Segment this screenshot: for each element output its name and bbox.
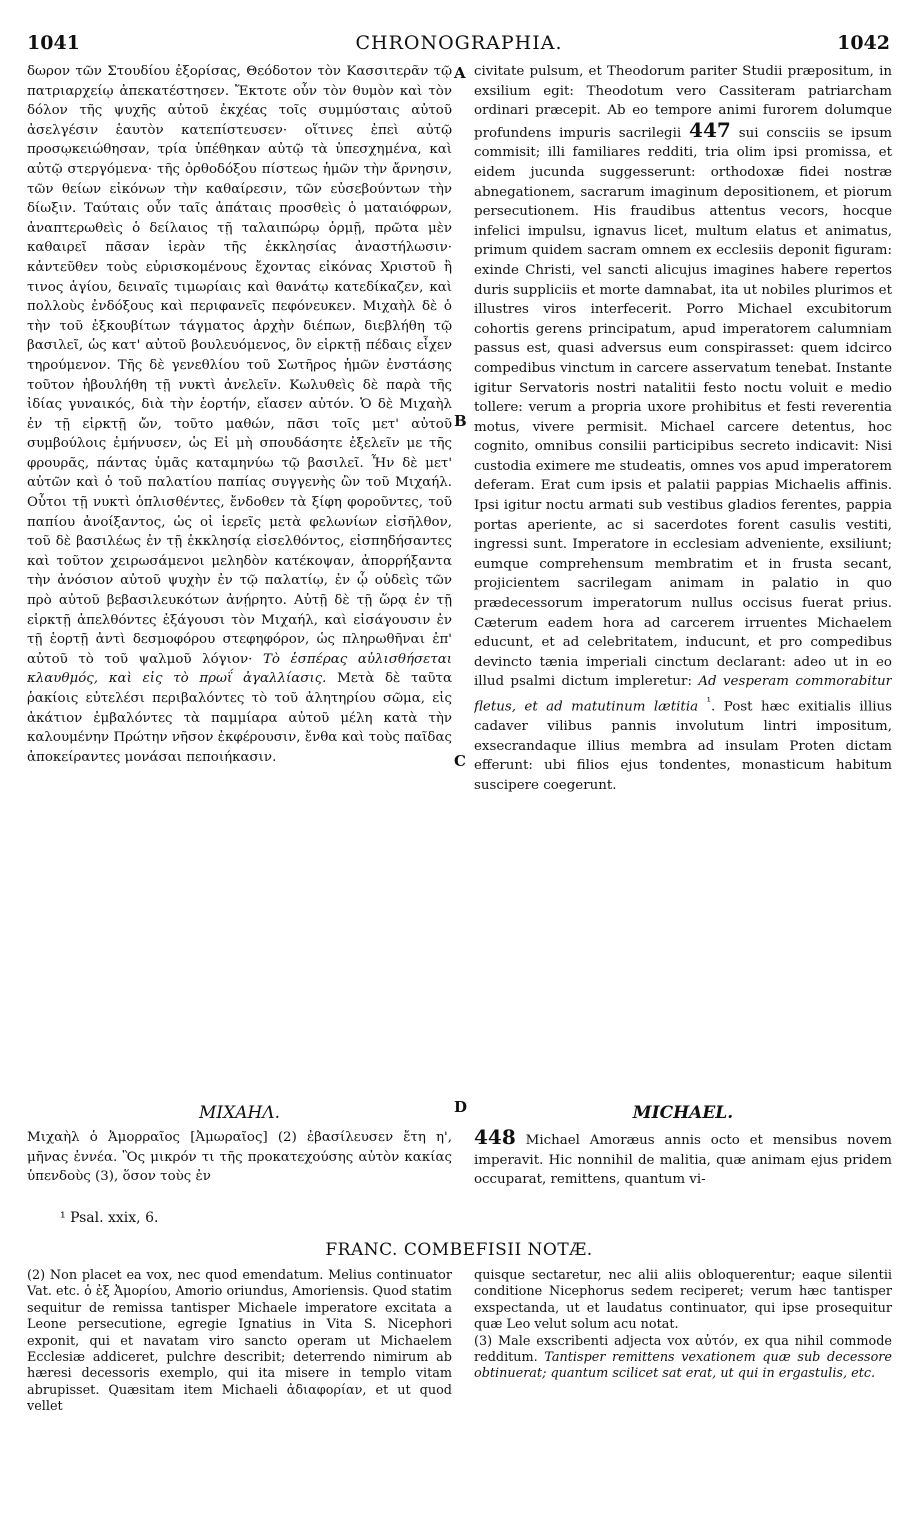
note-3-text: [474, 1334, 892, 1383]
notes-right-column: [474, 1268, 892, 1528]
margin-letter-b: B: [454, 412, 467, 430]
latin-text-end: . Post hæc exitialis illius cadaver vilibus pannis involutum lintri impositum, exsecrandaque illius membra ad insulam Proten dictam efferunt: ubi filios ejus tondentes, monasticum habitum suscipere coegerunt.: [474, 699, 892, 793]
latin-text-b: sui consciis se ipsum commisit; illi familiares redditi, tria olim ipsi promissa, et eidem jucunda suggesserunt: orthodoxæ fidei nostræ abnegationem, sacrarum imaginum depositionem, et piorum persecutionem. His fraudibus attentus vecors, hocque infelici impulsu, ignavus licet, multum elatus et animatus, primum quidem sacram omnem ex ecclesiis deponit figuram: exinde Christi, vel sancti alicujus imagines habere repertos duris suppliciis et morte damnabat, ita ut nobiles plurimos et illustres viros interfecerit. Porro Michael excubitorum cohortis gerens principatum, apud imperatorem calumniam passus est, quasi adversus eum conspirasset: quem idcirco compedibus vinctum in carcere asservatum tenebat. Instante igitur Servatoris nostri natalitii festo noctu voluit e medio tollere: verum a propria uxore prohibitus et festi reverentia motus, vivere permisit. Michael carcere detentus, hoc cognito, omnibus consilii participibus secreto indicavit: Nisi custodia eximere me studeatis, omnes vos apud imperatorem deferam. Erat cum ipsis et palatii pappias Michaelis affinis. Ipsi igitur noctu armati sub vestibus gladios ferentes, pappia portas aperiente, ac si sacerdotes forent casulis vestiti, ingressi sunt. Imperatore in ecclesiam adveniente, exsiliunt; eumque comprehensum membratim et in frusta secant, projicientem sacrilegam animam in palatio in quo prædecessorum imperatorum nullus occisus fuerat prius. Cæterum eadem hora ad carcerem irruentes Michaelem educunt, et ad celebritatem, inducunt, et pro compedibus devincto tænia imperiali cinctum declarant: adeo ut in eo illud psalmi dictum impleretur:: [474, 125, 892, 690]
footnote-ref: ¹: [706, 695, 712, 708]
marginal-number-448: 448: [474, 1128, 516, 1149]
note-3-italic: Tantisper remittens vexationem quæ sub decessore obtinuerat; quantum scilicet sat erat, ut qui in ergastulis, etc.: [474, 1350, 892, 1382]
greek-column-top: [27, 62, 452, 1094]
greek-psalm-quote: Τὸ ἑσπέρας αὐλισθήσεται κλαυθμός, καὶ εἰς τὸ πρωΐ ἀγαλλίασις.: [27, 651, 452, 687]
note-3-roman: (3) Male exscribenti adjecta vox αὐτόν, ex qua nihil commode redditum.: [474, 1333, 892, 1366]
latin-column-michael: [474, 1128, 892, 1198]
running-title: CHRONOGRAPHIA.: [355, 32, 563, 54]
greek-column-michael: [27, 1128, 452, 1198]
greek-text-end: Μετὰ δὲ ταῦτα ῥακίοις εὐτελέσι περιβαλόντες τὸ τοῦ ἀλητηρίου σῶμα, εἰς ἀκάτιον ἐμβαλόντες τὰ παμμίαρα αὐτοῦ μέλη κατὰ τὴν καλουμένην Πρώτην νῆσον ἐκφέρουσιν, ἔνθα καὶ τοὺς παῖδας ἀποκείραντες μονάσαι πεποιήκασιν.: [27, 671, 452, 765]
section-title-latin: MICHAEL.: [632, 1103, 734, 1123]
latin-michael-text: Michael Amoræus annis octo et mensibus novem imperavit. Hic nonnihil de malitia, quæ animam ejus pridem occuparat, remittens, quantum vi-: [474, 1133, 892, 1188]
marginal-number-447: 447: [689, 117, 731, 142]
section-title-greek: ΜΙΧΑΗΛ.: [198, 1103, 280, 1123]
page-number-left: 1041: [27, 32, 80, 54]
margin-letter-c: C: [454, 752, 466, 770]
latin-column-top: [474, 62, 892, 1094]
greek-michael-text: Μιχαὴλ ὁ Ἀμορραῖος [Ἀμωραῖος] (2) ἐβασίλευσεν ἔτη η', μῆνας ἐννέα. Ὃς μικρόν τι τῆς προκατεχούσης αὐτὸν κακίας ὑπενδοὺς (3), ὅσον τοὺς ἐν: [27, 1130, 452, 1185]
footnote: ¹ Psal. xxix, 6.: [60, 1210, 159, 1226]
notes-title: FRANC. COMBEFISII NOTÆ.: [325, 1240, 593, 1260]
latin-text-a: civitate pulsum, et Theodorum pariter Studii præpositum, in exsilium egit: Theodotum vero Cassiteram patriarcham ordinari præcepit. Ab eo tempore animi furorem dolumque profundens impuris sacrilegii: [474, 64, 892, 141]
margin-letter-a: A: [454, 64, 466, 82]
page-header: [0, 32, 918, 62]
note-2-text: (2) Non placet ea vox, nec quod emendatum. Melius continuator Vat. etc. ὁ ἐξ Ἀμορίου, Amorio oriundus, Amoriensis. Quod statim sequitur de remissa tantisper Michaele imperatore excitata a Leone persecutione, egregie Ignatius in Vita S. Nicephori exponit, qui et navatam viro sancto operam ut Michaelem Ecclesiæ addiceret, pulchre describit; deterrendo nimirum ab hæresi decessoris exemplo, qui ita misere in templo vitam abrupisset. Quæsitam item Michaeli ἀδιαφορίαν, et ut quod vellet: [27, 1268, 452, 1415]
notes-left-column: [27, 1268, 452, 1528]
latin-psalm-quote: Ad vesperam commorabitur fletus, et ad matutinum lætitia: [474, 674, 892, 715]
page-number-right: 1042: [837, 32, 890, 54]
note-2-continuation: quisque sectaretur, nec alii aliis obloquerentur; eaque silentii conditione Nicephorus sedem reciperet; verum hæc tantisper exspectanda, ut et laudatus continuator, qui ipse prosequitur quæ Leo velut solum acu notat.: [474, 1268, 892, 1333]
greek-text: δωρον τῶν Στουδίου ἐξορίσας, Θεόδοτον τὸν Κασσιτερᾶν τῷ πατριαρχείῳ ἀπεκατέστησεν. Ἔκτοτε οὖν τὸν θυμὸν καὶ τὸν δόλον τῆς ψυχῆς αὐτοῦ ἐκχέας τοῖς συμμύσταις αὐτοῦ ἀσελγέσιν ἑαυτὸν κατεπίστευσεν· οἵτινες ἐπεὶ αὐτῷ προσῳκειώθησαν, τρία ὑπέθηκαν αὐτῷ τὰ ὑπεσχημένα, καὶ αὐτῷ στεργόμενα· τῆς ὀρθοδόξου πίστεως ἡμῶν τὴν ἄρνησιν, τῶν θείων εἰκόνων τὴν καθαίρεσιν, τῶν εὐσεβούντων τὴν δίωξιν. Ταύταις οὖν ταῖς ἀπάταις προσθεὶς ὁ ματαιόφρων, ἀναπτερωθεὶς ὁ δείλαιος τῇ ταλαιπώρῳ ὁρμῇ, πρῶτα μὲν καθαιρεῖ πᾶσαν ἱερὰν τῆς ἐκκλησίας ἀναστήλωσιν· κἀντεῦθεν τοὺς εὑρισκομένους ἔχοντας εἰκόνας Χριστοῦ ἢ τινος ἁγίου, δειναῖς τιμωρίαις καὶ θανάτῳ κατεδίκαζεν, καὶ πολλοὺς ἐνδόξους καὶ περιφανεῖς πεφόνευκεν. Μιχαὴλ δὲ ὁ τὴν τοῦ ἐξκουβίτων τάγματος ἀρχὴν διέπων, διεβλήθη τῷ βασιλεῖ, ὡς κατ' αὐτοῦ βουλευόμενος, ὃν εἱρκτῇ πέδαις εἶχεν τηρούμενον. Τῆς δὲ γενεθλίου τοῦ Σωτῆρος ἡμῶν ἐνστάσης τοῦτον ἠβουλήθη τῇ νυκτὶ ἀνελεῖν. Κωλυθεὶς δὲ παρὰ τῆς ἰδίας γυναικός, διὰ τὴν ἑορτήν, εἴασεν αὐτόν. Ὁ δὲ Μιχαὴλ ἐν τῇ εἱρκτῇ ὤν, τοῦτο μαθών, πᾶσι τοῖς μετ' αὐτοῦ συμβούλοις ἐμήνυσεν, ὡς Εἰ μὴ σπουδάσητε ἐξελεῖν με τῆς φρουρᾶς, πάντας ὑμᾶς καταμηνύω τῷ βασιλεῖ. Ἦν δὲ μετ' αὐτῶν καὶ ὁ τοῦ παλατίου παπίας συγγενὴς ὢν τοῦ Μιχαήλ. Οὗτοι τῇ νυκτὶ ὁπλισθέντες, ἔνδοθεν τὰ ξίφη φοροῦντες, τοῦ παπίου ἀνοίξαντος, ὡς οἱ ἱερεῖς μετὰ φελωνίων εἰσῆλθον, τοῦ δὲ βασιλέως ἐν τῇ ἐκκλησίᾳ εἰσελθόντος, εἰσπηδήσαντες καὶ τοῦτον χειρωσάμενοι μεληδὸν κατέκοψαν, ἀπορρήξαντα τὴν ἀνόσιον αὐτοῦ ψυχὴν ἐν τῷ παλατίῳ, ἐν ᾧ οὐδεὶς τῶν πρὸ αὐτοῦ βεβασιλευκότων ἀνῄρητο. Αὐτῇ δὲ τῇ ὥρᾳ ἐν τῇ εἱρκτῇ ἀπελθόντες ἐξάγουσι τὸν Μιχαήλ, καὶ εἰσάγουσιν ἐν τῇ ἑορτῇ ἀντὶ δεσμοφόρου στεφηφόρον, ὡς πληρωθῆναι ἐπ' αὐτοῦ τὸ τοῦ ψαλμοῦ λόγιον·: [27, 64, 452, 667]
margin-letter-d: D: [454, 1098, 468, 1116]
